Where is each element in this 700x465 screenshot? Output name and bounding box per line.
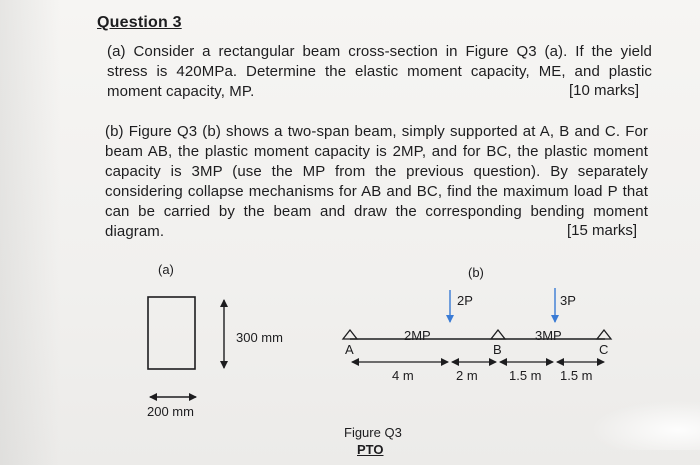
support-a-icon bbox=[343, 330, 357, 339]
part-a-marks: [10 marks] bbox=[569, 82, 640, 99]
part-b-marks: [15 marks] bbox=[567, 222, 638, 239]
support-a-label: A bbox=[345, 342, 354, 357]
figure-b-label: (b) bbox=[468, 265, 484, 280]
part-a-text: (a) Consider a rectangular beam cross-section in Figure Q3 (a). If the yield stress is 420MPa. Determine the elastic moment capacity, ME, and plastic moment capacity, MP. bbox=[107, 43, 652, 100]
load-2p-label: 2P bbox=[457, 293, 473, 308]
dim-1-5m-label-1: 1.5 m bbox=[509, 368, 542, 383]
cross-section-rect bbox=[148, 297, 195, 369]
light-glare bbox=[590, 400, 700, 450]
support-b-label: B bbox=[493, 342, 502, 357]
figure-caption: Figure Q3 bbox=[344, 425, 402, 440]
width-label: 200 mm bbox=[147, 404, 194, 419]
moment-bc-label: 3MP bbox=[535, 328, 562, 343]
support-b-icon bbox=[491, 330, 505, 339]
height-label: 300 mm bbox=[236, 330, 283, 345]
support-c-label: C bbox=[599, 342, 609, 357]
support-c-icon bbox=[597, 330, 611, 339]
load-3p-label: 3P bbox=[560, 293, 576, 308]
part-b-text: (b) Figure Q3 (b) shows a two-span beam, simply supported at A, B and C. For beam AB, the plastic moment capacity is 2MP, and for BC, the plastic moment capacity is 3MP (use the MP from the previous question). By separately considering collapse mechanisms for AB and BC, find the maximum load P that can be carried by the beam and draw the corresponding bending moment diagram. bbox=[105, 123, 648, 240]
dim-4m-label: 4 m bbox=[392, 368, 414, 383]
pto-footer: PTO bbox=[357, 442, 384, 457]
moment-ab-label: 2MP bbox=[404, 328, 431, 343]
figure-a-label: (a) bbox=[158, 262, 174, 277]
dim-2m-label: 2 m bbox=[456, 368, 478, 383]
dim-1-5m-label-2: 1.5 m bbox=[560, 368, 593, 383]
question-title: Question 3 bbox=[97, 14, 182, 31]
